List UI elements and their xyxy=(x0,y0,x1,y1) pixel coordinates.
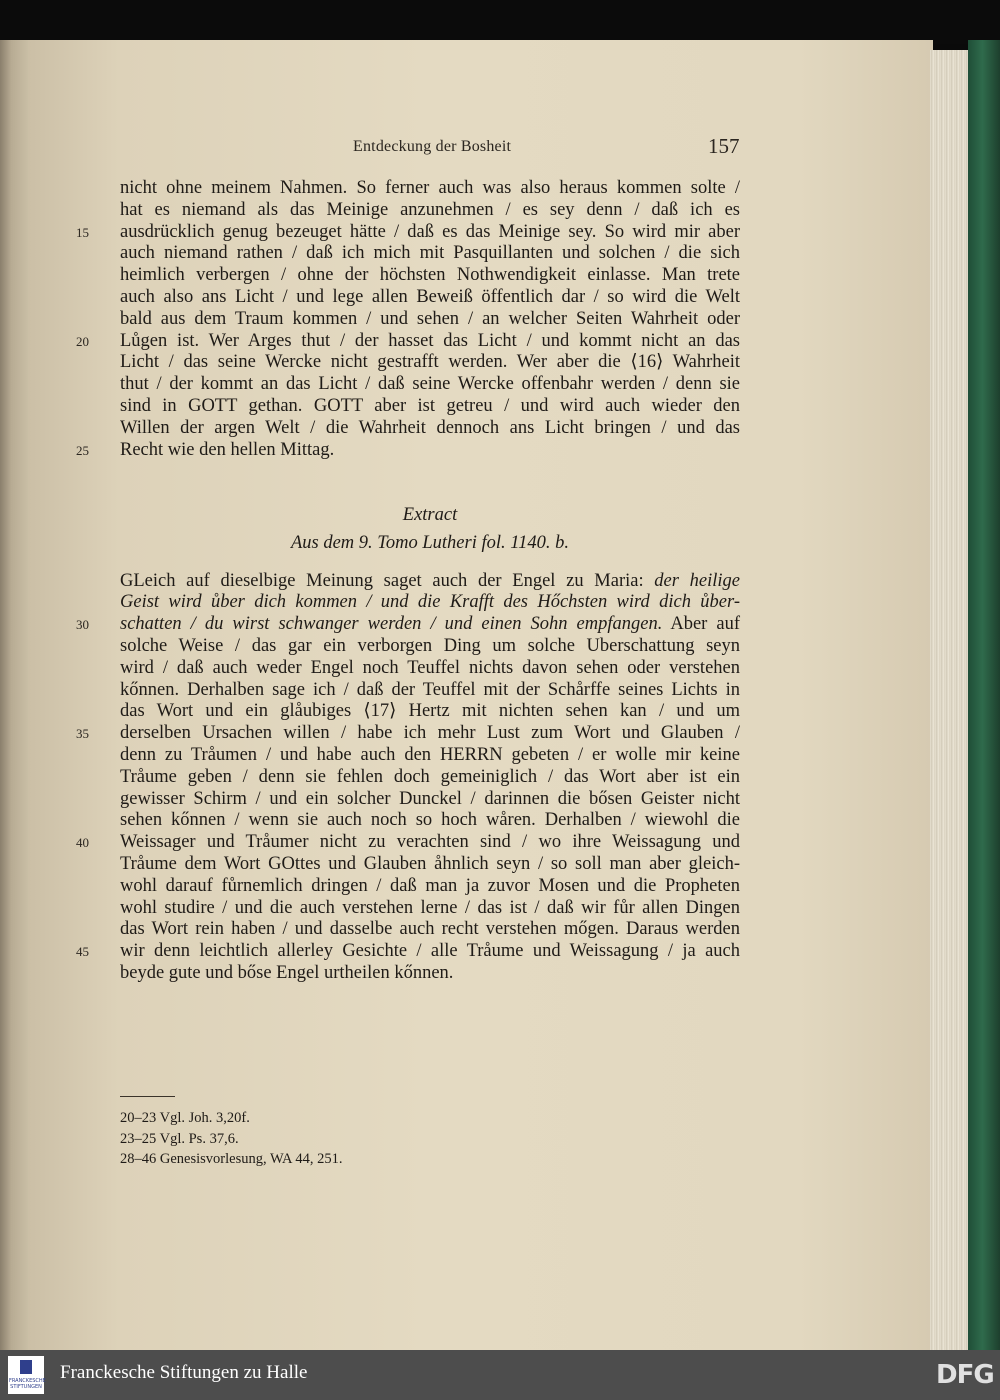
line-text: wird / daß auch weder Engel noch Teuffel nichts davon sehen oder verstehen xyxy=(120,657,740,678)
line-text: wohl studire / und die auch verstehen lerne / das ist / daß wir fůr allen Dingen xyxy=(120,897,740,918)
text-line xyxy=(120,963,740,985)
line-text: Tråume dem Wort GOttes und Glauben åhnlich seyn / so soll man aber gleich- xyxy=(120,853,740,874)
extract-source: Aus dem 9. Tomo Lutheri fol. 1140. b. xyxy=(290,532,570,553)
text-line xyxy=(120,352,740,374)
text-line xyxy=(120,898,740,920)
text-line xyxy=(120,636,740,658)
line-text: GLeich auf dieselbige Meinung saget auch der Engel zu Maria: der heilige xyxy=(120,570,740,591)
text-line xyxy=(120,571,740,593)
line-text: das Wort und ein glåubiges ⟨17⟩ Hertz mit nichten sehen kan / und um xyxy=(120,701,740,722)
line-text: ausdrücklich genug bezeuget hätte / daß es das Meinige sey. So wird mir aber xyxy=(120,221,740,242)
line-text: thut / der kommt an das Licht / daß seine Wercke offenbahr werden / denn sie xyxy=(120,374,740,395)
line-text: auch also ans Licht / und lege allen Beweiß öffentlich dar / so wird die Welt xyxy=(120,286,740,307)
line-text: denn zu Tråumen / und habe auch den HERRN gebeten / er wolle mir keine xyxy=(120,744,740,765)
line-text: bald aus dem Traum kommen / und sehen / an welcher Seiten Wahrheit oder xyxy=(120,308,740,329)
line-number: 25 xyxy=(76,442,89,458)
line-text: sind in GOTT gethan. GOTT aber ist getreu / und wird auch wieder den xyxy=(120,395,740,416)
text-line xyxy=(120,178,740,200)
logo-text: FRANCKESCHE STIFTUNGEN xyxy=(9,1378,46,1390)
text-line xyxy=(120,287,740,309)
page-stack-edges xyxy=(930,50,972,1350)
line-text: Willen der argen Welt / die Wahrheit dennoch ans Licht bringen / und das xyxy=(120,417,740,438)
line-text: Licht / das seine Wercke nicht gestrafft werden. Wer aber die ⟨16⟩ Wahrheit xyxy=(120,352,740,373)
text-line xyxy=(120,243,740,265)
text-line xyxy=(120,374,740,396)
line-text: auch niemand rathen / daß ich mich mit Pasquillanten und solchen / die sich xyxy=(120,243,740,264)
body-text xyxy=(76,178,740,985)
text-line xyxy=(76,614,740,636)
text-line xyxy=(120,680,740,702)
line-text: kőnnen. Derhalben sage ich / daß der Teuffel mit der Schårffe seines Lichts in xyxy=(120,679,740,700)
footnotes xyxy=(120,1108,342,1170)
footnote-rule xyxy=(120,1096,175,1097)
footnote: 23–25 Vgl. Ps. 37,6. xyxy=(120,1130,239,1147)
text-line xyxy=(120,810,740,832)
text-line xyxy=(120,789,740,811)
footnote: 20–23 Vgl. Joh. 3,20f. xyxy=(120,1110,250,1126)
line-text: gewisser Schirm / und ein solcher Dunckel / darinnen die bősen Geister nicht xyxy=(120,788,740,809)
text-line xyxy=(120,767,740,789)
text-line xyxy=(76,723,740,745)
text-line xyxy=(120,309,740,331)
line-text: wohl darauf fůrnemlich dringen / daß man ja zuvor Mosen und die Propheten xyxy=(120,875,740,896)
footer-bar xyxy=(0,1350,1000,1400)
line-number: 40 xyxy=(76,835,89,851)
text-line xyxy=(120,658,740,680)
line-number: 45 xyxy=(76,944,89,960)
line-text: sehen kőnnen / wenn sie auch noch so hoch wåren. Derhalben / wiewohl die xyxy=(120,810,740,831)
book-cover-edge xyxy=(968,40,1000,1350)
paragraph-1 xyxy=(76,178,740,461)
text-line xyxy=(76,439,740,462)
line-text: solche Weise / das gar ein verborgen Ding um solche Uberschattung seyn xyxy=(120,635,740,656)
dfg-logo[interactable]: DFG xyxy=(936,1360,994,1390)
text-line xyxy=(120,876,740,898)
line-text: Weissager und Tråumer nicht zu verachten sind / wo ihre Weissagung und xyxy=(120,832,740,853)
line-text: Recht wie den hellen Mittag. xyxy=(120,439,335,460)
line-text: nicht ohne meinem Nahmen. So ferner auch was also heraus kommen solte / xyxy=(120,178,740,198)
line-number: 20 xyxy=(76,333,89,349)
page-number: 157 xyxy=(708,134,740,158)
text-line xyxy=(120,592,740,614)
text-line xyxy=(120,701,740,723)
paragraph-2 xyxy=(76,570,740,985)
extract-heading: Extract xyxy=(402,504,458,525)
text-line xyxy=(120,396,740,418)
institution-name[interactable]: Franckesche Stiftungen zu Halle xyxy=(60,1362,308,1383)
line-text: wir denn leichtlich allerley Gesichte / alle Tråume und Weissagung / ja auch xyxy=(120,941,740,962)
text-line xyxy=(120,919,740,941)
text-line xyxy=(76,941,740,963)
line-text: derselben Ursachen willen / habe ich mehr Lust zum Wort und Glauben / xyxy=(120,723,740,744)
footnote: 28–46 Genesisvorlesung, WA 44, 251. xyxy=(120,1151,343,1167)
line-text: heimlich verbergen / ohne der höchsten Nothwendigkeit einlasse. Man trete xyxy=(120,265,740,286)
running-title: Entdeckung der Bosheit xyxy=(353,138,512,155)
line-text: schatten / du wirst schwanger werden / und einen Sohn empfangen. Aber auf xyxy=(120,614,740,635)
line-text: das Wort rein haben / und dasselbe auch recht verstehen mőgen. Daraus werden xyxy=(120,919,740,940)
line-text: beyde gute und bőse Engel urtheilen kőnnen. xyxy=(120,962,454,983)
scan-background xyxy=(0,0,1000,44)
line-number: 35 xyxy=(76,726,89,742)
line-text: Tråume geben / denn sie fehlen doch gemeiniglich / das Wort aber ist ein xyxy=(120,766,740,787)
text-line xyxy=(120,854,740,876)
line-text: hat es niemand als das Meinige anzunehmen / es sey denn / daß ich es xyxy=(120,199,740,220)
line-text: Geist wird ůber dich kommen / und die Krafft des Hőchsten wird dich ůber- xyxy=(120,592,740,613)
house-icon xyxy=(20,1360,32,1374)
text-line xyxy=(120,265,740,287)
text-line xyxy=(76,330,740,353)
line-text: Lůgen ist. Wer Arges thut / der hasset das Licht / und kommt nicht an das xyxy=(120,330,740,351)
text-line xyxy=(120,745,740,767)
text-line xyxy=(76,221,740,244)
text-line xyxy=(120,200,740,222)
line-number: 15 xyxy=(76,224,89,240)
facing-page-edge xyxy=(0,40,28,1350)
line-number: 30 xyxy=(76,617,89,633)
institution-logo[interactable] xyxy=(8,1356,44,1394)
text-line xyxy=(76,832,740,854)
text-line xyxy=(120,418,740,440)
